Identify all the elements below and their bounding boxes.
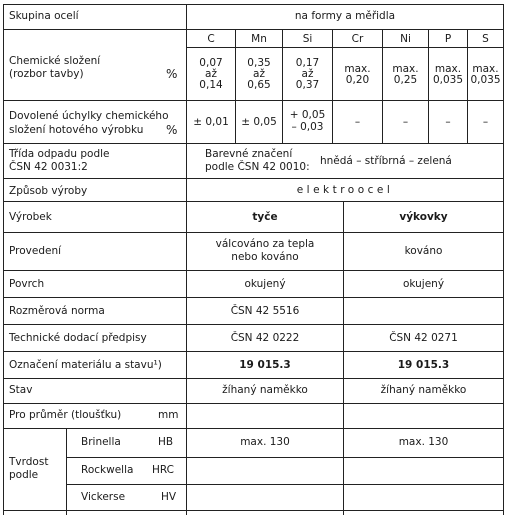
product-forgings: výkovky: [399, 211, 448, 223]
deviation-value: ± 0,01: [193, 116, 229, 128]
deviation-value: ± 0,05: [241, 116, 277, 128]
material-designation-forgings: 19 015.3: [397, 359, 450, 371]
material-designation-label: Označení materiálu a stavu¹): [9, 359, 162, 371]
hardness-scale-name: Vickerse: [81, 491, 126, 503]
finish-forgings: kováno: [404, 245, 443, 257]
dimension-standard-label: Rozměrová norma: [9, 305, 105, 317]
deviation-value: –: [445, 116, 451, 128]
production-value: elektroocel: [296, 184, 394, 196]
element-value: až: [253, 68, 265, 80]
element-value: 0,17: [295, 57, 320, 69]
condition-forgings: žíhaný naměkko: [380, 384, 467, 396]
hardness-scale-name: Brinella: [81, 436, 121, 448]
finish-bars-alt: nebo kováno: [231, 251, 299, 263]
waste-class-standard: ČSN 42 0031:2: [9, 161, 88, 173]
row-line: [3, 378, 504, 379]
hardness-sublabel: podle: [9, 469, 39, 481]
element-value: 0,37: [295, 79, 320, 91]
border-right: [503, 4, 504, 515]
row-line: [3, 232, 504, 233]
deviation-value: –: [402, 116, 409, 128]
element-value: 0,035: [470, 74, 501, 86]
element-symbol: S: [482, 33, 489, 45]
diameter-label: Pro průměr (tloušťku): [9, 409, 122, 421]
waste-class-label: Třída odpadu podle: [9, 148, 110, 160]
row-line: [3, 428, 504, 429]
hardness-scale-symbol: HV: [161, 491, 177, 503]
element-value: 0,20: [345, 74, 370, 86]
product-bars: tyče: [252, 211, 278, 223]
hardness-scale-name: Rockwella: [81, 464, 134, 476]
deviation-unit: %: [166, 123, 178, 137]
deviation-value: –: [482, 116, 489, 128]
hardness-value-forgings: max. 130: [398, 436, 449, 448]
surface-label: Povrch: [9, 278, 45, 290]
element-value: 0,07: [199, 57, 223, 69]
chemistry-unit: %: [166, 67, 178, 81]
diameter-unit: mm: [158, 409, 179, 421]
finish-label: Provedení: [9, 245, 62, 257]
element-value: 0,35: [247, 57, 271, 69]
element-value: max.: [344, 63, 371, 75]
element-symbol: Mn: [251, 33, 267, 45]
color-marking-standard: podle ČSN 42 0010:: [205, 161, 310, 173]
border-bottom: [3, 510, 504, 511]
element-value: 0,25: [393, 74, 418, 86]
element-symbol: Si: [302, 33, 313, 45]
row-line: [3, 178, 504, 179]
element-symbol: Ni: [400, 33, 411, 45]
element-symbol: Cr: [351, 33, 364, 45]
element-value: až: [301, 68, 314, 80]
production-label: Způsob výroby: [9, 185, 88, 197]
purpose-value: na formy a měřidla: [294, 10, 396, 22]
finish-bars: válcováno za tepla: [215, 238, 315, 250]
row-line: [3, 324, 504, 325]
row-line: [3, 100, 504, 101]
deviation-sublabel: složení hotového výrobku: [9, 124, 144, 136]
condition-label: Stav: [9, 384, 33, 396]
delivery-spec-bars: ČSN 42 0222: [230, 332, 300, 344]
row-line: [3, 143, 504, 144]
row-line: [186, 47, 504, 48]
deviation-si-minus: – 0,03: [291, 121, 324, 133]
element-value: až: [205, 68, 217, 80]
element-value: max.: [434, 63, 462, 75]
color-marking-value: hnědá – stříbrná – zelená: [320, 155, 452, 167]
row-line: [3, 403, 504, 404]
element-value: max.: [472, 63, 499, 75]
hardness-value-bars: max. 130: [240, 436, 290, 448]
product-label: Výrobek: [9, 211, 52, 223]
deviation-si-plus: + 0,05: [289, 109, 326, 121]
hardness-label: Tvrdost: [9, 456, 49, 468]
color-marking-label: Barevné značení: [205, 148, 293, 160]
element-value: max.: [392, 63, 419, 75]
surface-bars: okujený: [244, 278, 286, 290]
border-top: [3, 4, 504, 5]
element-symbol: C: [207, 33, 215, 45]
deviation-value: –: [354, 116, 361, 128]
hardness-scale-symbol: HB: [158, 436, 174, 448]
row-line: [3, 201, 504, 202]
delivery-spec-forgings: ČSN 42 0271: [389, 332, 458, 344]
deviation-label: Dovolené úchylky chemického: [9, 110, 169, 122]
element-value: 0,035: [432, 74, 464, 86]
dimension-standard-bars: ČSN 42 5516: [230, 305, 300, 317]
element-value: 0,65: [247, 79, 271, 91]
row-line: [3, 351, 504, 352]
row-line: [3, 270, 504, 271]
material-designation-bars: 19 015.3: [239, 359, 291, 371]
surface-forgings: okujený: [402, 278, 445, 290]
chemistry-sublabel: (rozbor tavby): [9, 68, 84, 80]
row-line: [3, 29, 504, 30]
chemistry-label: Chemické složení: [9, 55, 101, 67]
row-line: [3, 297, 504, 298]
element-value: 0,14: [199, 79, 223, 91]
condition-bars: žíhaný naměkko: [222, 384, 308, 396]
group-label: Skupina ocelí: [9, 10, 79, 22]
hardness-scale-symbol: HRC: [152, 464, 174, 476]
row-line: [66, 457, 504, 458]
row-line: [66, 484, 504, 485]
element-symbol: P: [444, 33, 452, 45]
delivery-spec-label: Technické dodací předpisy: [9, 332, 147, 344]
hardness-divider: [66, 428, 67, 515]
border-left: [3, 4, 4, 515]
